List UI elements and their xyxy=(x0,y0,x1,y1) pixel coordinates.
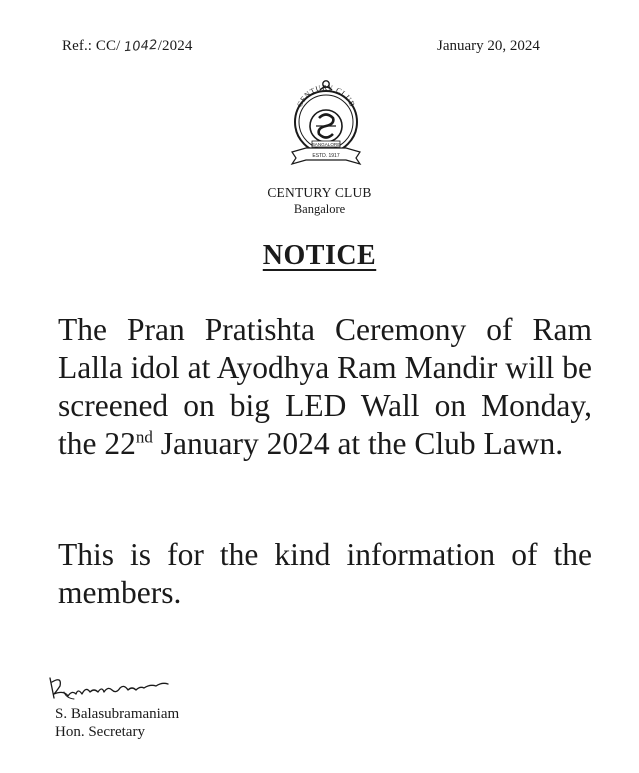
para1-ordinal-suffix: nd xyxy=(135,427,153,447)
notice-paragraph-2: This is for the kind information of the members. xyxy=(58,537,592,610)
crest-band-text: BANGALORE xyxy=(311,141,341,147)
ref-prefix: Ref.: CC/ xyxy=(62,38,121,54)
para1-text-a: The Pran Pratishta Ceremony of Ram Lalla idol at Ayodhya Ram Mandir will be screened on big LED Wall on Monday, the 22 xyxy=(58,312,592,461)
notice-title-text: NOTICE xyxy=(262,240,377,271)
crest-top-text: CENTURY CLUB xyxy=(294,82,358,109)
ref-suffix: /2024 xyxy=(157,38,193,54)
svg-text:CENTURY CLUB xyxy=(295,83,357,108)
signer-title: Hon. Secretary xyxy=(55,724,145,740)
notice-title xyxy=(0,240,639,272)
crest-ribbon-text: ESTD. 1917 xyxy=(312,153,340,159)
para1-text-b: January 2024 at the Club Lawn. xyxy=(152,426,564,461)
club-city: Bangalore xyxy=(293,202,346,216)
ref-handwritten-number: 1042 xyxy=(123,37,159,56)
signer-name: S. Balasubramaniam xyxy=(55,706,180,722)
notice-date: January 20, 2024 xyxy=(437,38,540,54)
club-name: CENTURY CLUB xyxy=(267,185,372,200)
reference-number xyxy=(62,38,192,55)
century-club-crest-icon xyxy=(286,78,366,182)
handwritten-signature-icon xyxy=(44,668,174,706)
notice-paragraph-1 xyxy=(58,311,592,463)
